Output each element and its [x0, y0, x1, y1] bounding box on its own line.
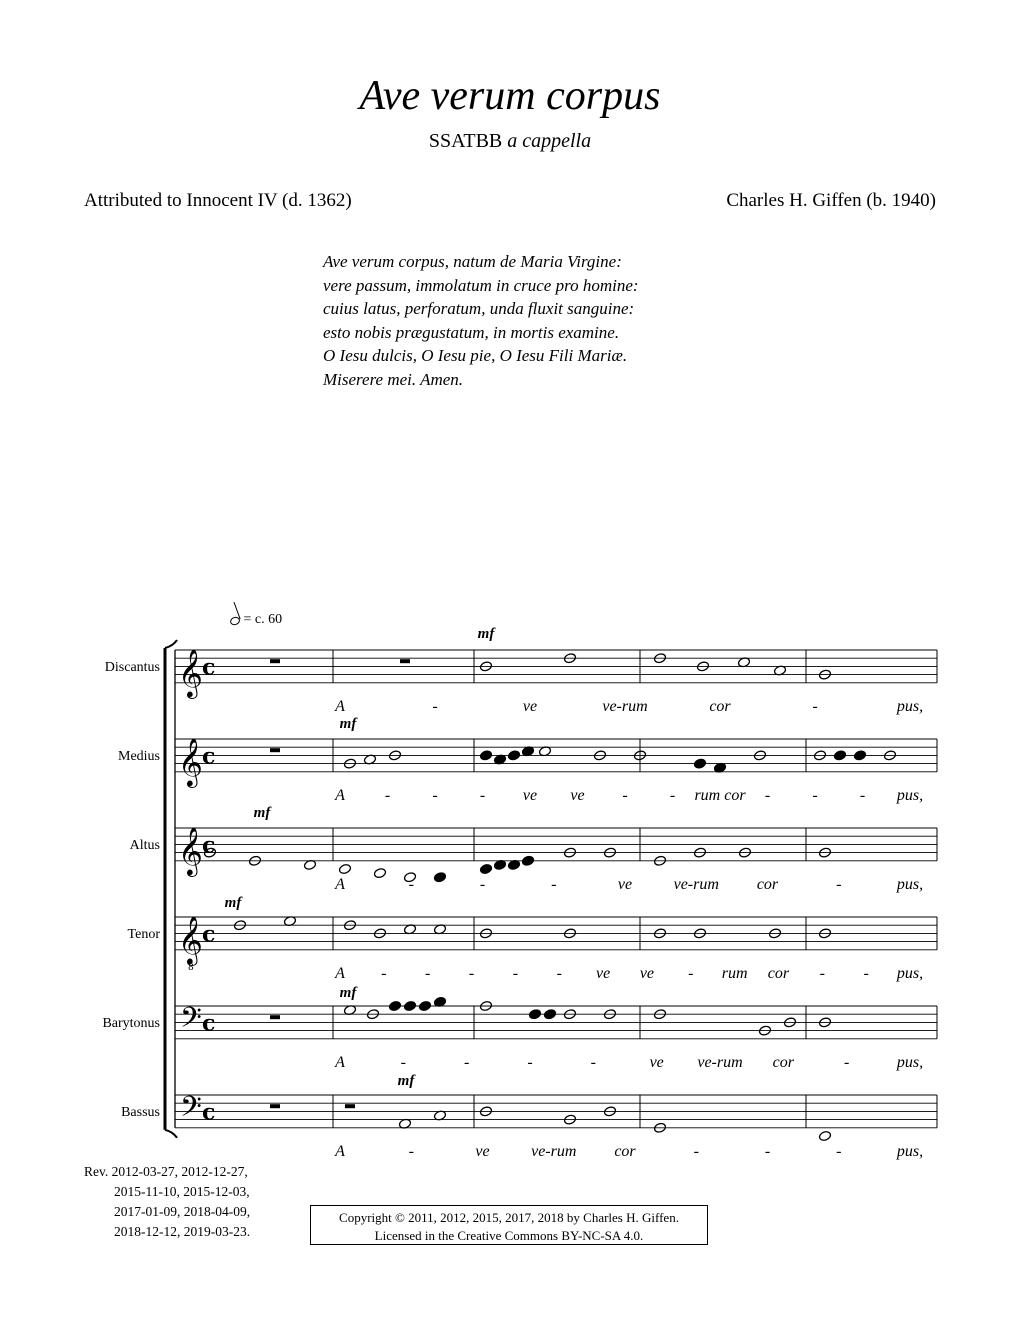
lyric-syllable: ve-rum	[602, 697, 648, 715]
lyric-syllable: -	[527, 1053, 533, 1071]
revision-line: 2015-11-10, 2015-12-03,	[114, 1184, 250, 1199]
note-head	[543, 1009, 556, 1020]
tempo-text: = c. 60	[243, 612, 283, 627]
lyric-syllable: -	[812, 786, 818, 804]
common-time-icon: c	[202, 654, 216, 681]
common-time-icon: c	[202, 1099, 216, 1126]
lyric-syllable: ve	[475, 1142, 490, 1160]
dynamic-marking: mf	[253, 805, 271, 821]
lyric-syllable: -	[408, 1142, 414, 1160]
revision-line: Rev. 2012-03-27, 2012-12-27,	[84, 1164, 248, 1179]
voice-label: Barytonus	[102, 1016, 160, 1031]
text-line: O Iesu dulcis, O Iesu pie, O Iesu Fili Mariæ.	[323, 346, 628, 366]
common-time-icon: c	[202, 921, 216, 948]
subtitle-voicing: SSATBB	[428, 130, 503, 152]
lyric-syllable: A	[335, 697, 345, 715]
note-head	[479, 750, 492, 761]
voice-label: Medius	[118, 749, 160, 764]
lyric-syllable: -	[590, 1053, 596, 1071]
treble-clef-icon: 𝄞	[178, 647, 203, 697]
lyric-syllable: -	[863, 964, 869, 982]
lyric-syllable: -	[381, 964, 387, 982]
lyric-syllable: -	[479, 875, 486, 893]
lyric-syllable: cor	[772, 1053, 794, 1071]
lyric-syllable: -	[432, 786, 438, 804]
lyric-syllable: -	[622, 786, 628, 804]
lyric-syllable: cor	[709, 697, 731, 715]
copyright-box	[310, 1205, 708, 1245]
lyric-syllable: A	[335, 875, 345, 893]
text-line: vere passum, immolatum in cruce pro homine:	[323, 275, 639, 295]
whole-rest-icon	[270, 1015, 280, 1019]
lyric-syllable: ve	[595, 964, 611, 982]
lyric-syllable: -	[764, 786, 771, 804]
system-bracket	[165, 1130, 177, 1138]
note-head	[388, 1000, 401, 1011]
lyric-syllable: -	[764, 1142, 771, 1160]
note-head	[373, 867, 386, 878]
revision-line: 2018-12-12, 2019-03-23.	[114, 1224, 251, 1239]
octave-mark: 8	[188, 962, 194, 973]
dynamic-marking: mf	[477, 626, 495, 642]
common-time-icon: c	[202, 743, 216, 770]
lyric-syllable: A	[335, 1142, 345, 1160]
lyric-syllable: ve	[649, 1053, 664, 1071]
note-head	[521, 855, 534, 866]
lyric-syllable: -	[669, 786, 676, 804]
note-head	[433, 872, 446, 883]
treble-clef-icon: 𝄞	[178, 825, 203, 875]
lyric-syllable: ve-rum	[531, 1142, 577, 1160]
text-line: Ave verum corpus, natum de Maria Virgine:	[323, 252, 622, 271]
lyric-syllable: -	[693, 1142, 699, 1160]
lyric-syllable: pus,	[896, 1142, 924, 1160]
lyric-syllable: ve	[639, 964, 655, 982]
lyric-syllable: ve-rum	[697, 1053, 743, 1071]
bass-clef-icon: 𝄢	[180, 1001, 202, 1042]
lyric-syllable: -	[432, 697, 438, 715]
lyric-syllable: ve	[522, 786, 538, 804]
lyric-syllable: pus,	[896, 964, 924, 982]
dynamic-marking: mf	[339, 716, 357, 732]
lyric-syllable: rum cor	[694, 786, 746, 804]
dynamic-marking: mf	[224, 895, 242, 911]
note-head	[418, 1000, 431, 1011]
note-head	[528, 1009, 541, 1020]
dynamic-marking: mf	[397, 1073, 415, 1089]
title: Ave verum corpus	[359, 73, 661, 119]
text-line: Miserere mei. Amen.	[323, 369, 464, 389]
note-head	[507, 750, 520, 761]
lyric-syllable: -	[512, 964, 519, 982]
system-bracket	[165, 640, 177, 648]
note-head	[818, 1130, 831, 1141]
copyright-line: Licensed in the Creative Commons BY-NC-SA 4.0.	[374, 1228, 644, 1243]
lyric-syllable: ve-rum	[673, 875, 719, 893]
lyric-syllable: ve	[570, 786, 585, 804]
lyric-syllable: -	[479, 786, 486, 804]
note-head	[403, 1000, 416, 1011]
text-line: esto nobis prægustatum, in mortis examine.	[323, 322, 620, 342]
lyric-syllable: -	[836, 875, 842, 893]
lyric-syllable: rum	[721, 964, 748, 982]
lyric-syllable: -	[556, 964, 562, 982]
whole-rest-icon	[270, 748, 280, 752]
voice-label: Bassus	[121, 1105, 160, 1120]
copyright-line: Copyright © 2011, 2012, 2015, 2017, 2018 by Charles H. Giffen.	[339, 1210, 679, 1225]
voice-label: Tenor	[127, 927, 160, 942]
bass-clef-icon: 𝄢	[180, 1090, 202, 1131]
common-time-icon: c	[202, 832, 216, 859]
lyric-syllable: cor	[614, 1142, 636, 1160]
lyric-syllable: -	[551, 875, 557, 893]
common-time-icon: c	[202, 1010, 216, 1037]
note-head	[833, 750, 846, 761]
lyricist: Attributed to Innocent IV (d. 1362)	[84, 190, 352, 211]
lyric-syllable: -	[408, 875, 414, 893]
text-line: cuius latus, perforatum, unda fluxit sanguine:	[323, 299, 635, 319]
note-head	[693, 758, 706, 769]
treble-clef-icon: 𝄞	[178, 914, 203, 964]
whole-rest-icon	[270, 1104, 280, 1108]
note-head	[853, 750, 866, 761]
lyric-syllable: A	[335, 1053, 345, 1071]
lyric-syllable: cor	[767, 964, 790, 982]
lyric-syllable: -	[836, 1142, 842, 1160]
whole-rest-icon	[400, 659, 410, 663]
voice-label: Discantus	[104, 660, 160, 675]
lyric-syllable: -	[468, 964, 475, 982]
lyric-syllable: -	[384, 786, 391, 804]
lyric-syllable: -	[464, 1053, 470, 1071]
lyric-syllable: -	[400, 1053, 406, 1071]
lyric-syllable: -	[812, 697, 818, 715]
revision-history	[84, 1162, 250, 1242]
whole-rest-icon	[345, 1104, 355, 1108]
voice-label: Altus	[129, 838, 160, 853]
composer: Charles H. Giffen (b. 1940)	[726, 190, 936, 211]
lyric-syllable: cor	[756, 875, 779, 893]
subtitle-performance: a cappella	[507, 130, 592, 152]
treble-clef-icon: 𝄞	[178, 736, 203, 786]
revision-line: 2017-01-09, 2018-04-09,	[114, 1204, 251, 1219]
lyric-syllable: ve	[522, 697, 538, 715]
lyric-syllable: pus,	[896, 786, 924, 804]
lyric-syllable: ve	[617, 875, 633, 893]
note-head	[338, 863, 351, 874]
lyric-syllable: pus,	[896, 875, 924, 893]
whole-rest-icon	[270, 659, 280, 663]
lyric-syllable: -	[859, 786, 866, 804]
lyric-syllable: pus,	[896, 697, 924, 715]
lyric-syllable: -	[688, 964, 694, 982]
lyric-syllable: -	[819, 964, 825, 982]
dynamic-marking: mf	[339, 985, 357, 1001]
lyric-syllable: pus,	[896, 1053, 924, 1071]
lyric-syllable: -	[844, 1053, 850, 1071]
lyric-syllable: -	[425, 964, 431, 982]
note-head	[479, 863, 492, 874]
lyric-syllable: A	[335, 786, 345, 804]
lyric-syllable: A	[335, 964, 345, 982]
